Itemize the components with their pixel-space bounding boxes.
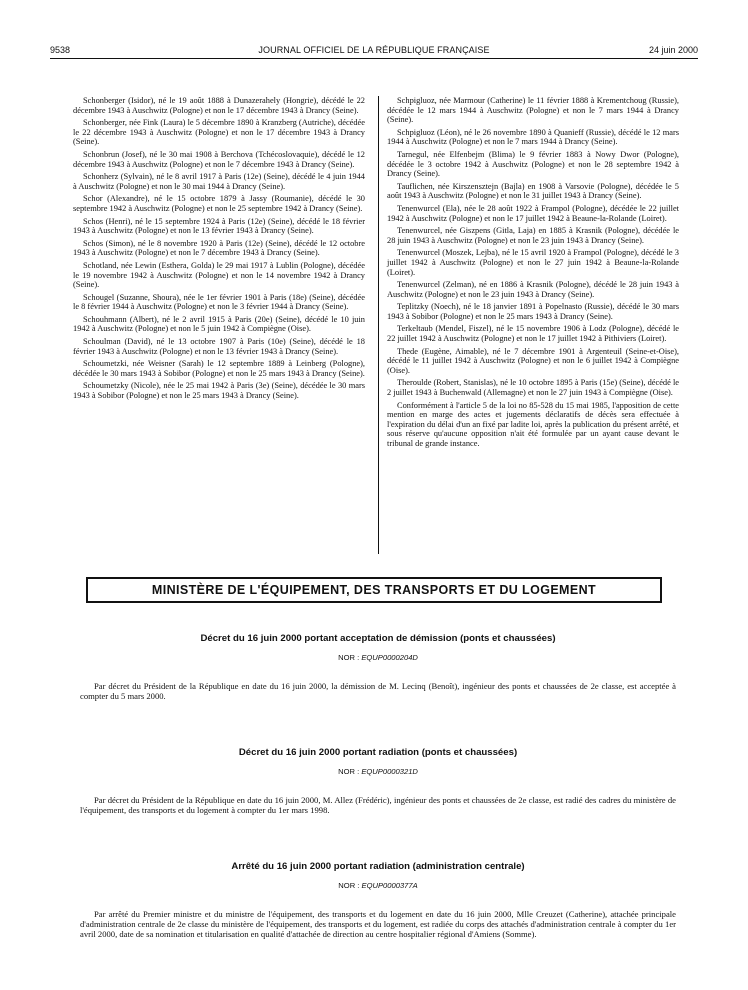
nor-label: NOR : [338,767,360,776]
right-column [387,96,679,452]
death-record-entry: Schoumetzky (Nicole), née le 25 mai 1942 à Paris (3e) (Seine), décédée le 30 mars 1943 à Sobibor (Pologne) et non le 25 mars 1943 à Drancy (Seine). [73,381,365,401]
death-record-entry: Schonbrun (Josef), né le 30 mai 1908 à Berchova (Tchécoslovaquie), décédé le 12 décembre 1943 à Auschwitz (Pologne) et non le 7 décembre 1943 à Drancy (Seine). [73,149,365,169]
death-record-entry: Tenenwurcel (Zelman), né en 1886 à Krasnik (Pologne), décédé le 28 juin 1943 à Auschwitz (Pologne) et non le 23 juin 1943 à Drancy (Seine). [387,280,679,299]
death-record-entry: Schonberger (Isidor), né le 19 août 1888 à Dunazerahely (Hongrie), décédé le 22 décembre 1943 à Auschwitz (Pologne) et non le 17 décembre 1943 à Drancy (Seine). [73,96,365,115]
death-record-entry: Schos (Henri), né le 15 septembre 1924 à Paris (12e) (Seine), décédé le 18 février 1943 à Auschwitz (Pologne) et non le 13 février 1943 à Drancy (Seine). [73,216,365,236]
nor-reference [80,767,676,776]
death-record-entry: Terkeltaub (Mendel, Fiszel), né le 15 novembre 1906 à Lodz (Pologne), décédé le 22 juillet 1942 à Auschwitz (Pologne) et non le 17 juillet 1942 à Pithiviers (Loiret). [387,324,679,344]
decree-section [80,747,676,815]
column-divider [378,96,379,554]
decree-title: Décret du 16 juin 2000 portant radiation (ponts et chaussées) [238,747,518,758]
death-record-entry: Schpigluoz, née Marmour (Catherine) le 11 février 1888 à Krementchoug (Russie), décédée le 12 mars 1944 à Auschwitz (Pologne) et non le 7 mars 1944 à Drancy (Seine). [387,96,679,125]
death-record-entry: Teplitzky (Noech), né le 18 janvier 1891 à Popelnasto (Russie), décédé le 30 mars 1943 à Sobibor (Pologne) et non le 25 mars 1943 à Drancy (Seine). [387,302,679,321]
journal-title: JOURNAL OFFICIEL DE LA RÉPUBLIQUE FRANÇAISE [258,45,490,55]
decree-body: Par arrêté du Premier ministre et du ministre de l'équipement, des transports et du logement en date du 16 juin 2000, Mlle Creuzet (Catherine), attachée principale d'administration centrale de 2e classe du ministère de l'équipement, des transports et du logement, est radiée du corps des attachés d'administration centrale à compter du 1er avril 2000, date de sa nomination et titularisation en qualité d'attachée de direction au centre hospitalier régional d'Amiens (Somme). [80,909,676,939]
death-record-entry: Schor (Alexandre), né le 15 octobre 1879 à Jassy (Roumanie), décédé le 30 septembre 1942 à Auschwitz (Pologne) et non le 25 septembre 1942 à Drancy (Seine). [73,194,365,213]
decree-body: Par décret du Président de la République en date du 16 juin 2000, la démission de M. Lecinq (Benoît), ingénieur des ponts et chaussées de 2e classe, est acceptée à compter du 5 mars 2000. [80,681,676,701]
death-record-entry: Schonberger, née Fink (Laura) le 5 décembre 1890 à Kranzberg (Autriche), décédée le 22 décembre 1943 à Auschwitz (Pologne) et non le 17 décembre 1943 à Drancy (Seine). [73,118,365,147]
death-record-entry: Schougel (Suzanne, Shoura), née le 1er février 1901 à Paris (18e) (Seine), décédée le 8 février 1944 à Auschwitz (Pologne) et non le 3 février 1944 à Drancy (Seine). [73,292,365,312]
nor-code: EQUP0000321D [361,767,418,776]
decree-body: Par décret du Président de la République en date du 16 juin 2000, M. Allez (Frédéric), ingénieur des ponts et chaussées de 2e classe, est radié des cadres du ministère de l'équipement, des transports et du logement à compter du 1er mars 1998. [80,795,676,815]
death-record-entry: Tarnegul, née Elfenbejm (Blima) le 9 février 1883 à Nowy Dwor (Pologne), décédée le 3 octobre 1942 à Auschwitz (Pologne) et non le 28 septembre 1942 à Drancy (Seine). [387,149,679,179]
death-record-entry: Thede (Eugène, Aimable), né le 7 décembre 1901 à Argenteuil (Seine-et-Oise), décédé le 11 juillet 1942 à Auschwitz (Pologne) et non le 6 juillet 1942 à Compiègne (Oise). [387,346,679,375]
nor-code: EQUP0000377A [361,881,418,890]
decree-title: Décret du 16 juin 2000 portant acceptation de démission (ponts et chaussées) [200,633,556,644]
header-rule [50,58,698,59]
death-record-entry: Tenenwurcel (Ela), née le 28 août 1922 à Frampol (Pologne), décédée le 22 juillet 1942 à Auschwitz (Pologne) et non le 17 juillet 1942 à Beaune-la-Rolande (Loiret). [387,203,679,223]
issue-date: 24 juin 2000 [648,45,698,55]
nor-reference [80,653,676,662]
death-record-entry: Tauflichen, née Kirszensztejn (Bajla) en 1908 à Varsovie (Pologne), décédée le 5 août 1943 à Auschwitz (Pologne) et non le 31 juillet 1943 à Drancy (Seine). [387,181,679,201]
death-record-entry: Tenenwurcel (Moszek, Lejba), né le 15 avril 1920 à Frampol (Pologne), décédé le 3 juillet 1942 à Auschwitz (Pologne) et non le 27 juin 1942 à Beaune-la-Rolande (Loiret). [387,248,679,277]
death-record-entry: Schonherz (Sylvain), né le 8 avril 1917 à Paris (12e) (Seine), décédé le 4 juin 1944 à Auschwitz (Pologne) et non le 30 mai 1944 à Drancy (Seine). [73,172,365,191]
decree-title: Arrêté du 16 juin 2000 portant radiation (administration centrale) [231,861,525,872]
nor-code: EQUP0000204D [361,653,418,662]
ministry-heading: MINISTÈRE DE L'ÉQUIPEMENT, DES TRANSPORTS ET DU LOGEMENT [86,577,662,603]
page-number: 9538 [50,45,71,55]
legal-notice-paragraph: Conformément à l'article 5 de la loi no 85-528 du 15 mai 1985, l'apposition de cette mention en marge des actes et jugements déclaratifs de décès sera effectuée à l'expiration du délai d'un an fixé par ladite loi, après la publication du présent arrêté, et sous réserve qu'aucune opposition n'ait été formulée par un ayant cause devant le tribunal de grande instance. [387,400,679,448]
death-record-entry: Schoumetzki, née Weisner (Sarah) le 12 septembre 1889 à Leinberg (Pologne), décédée le 30 mars 1943 à Sobibor (Pologne) et non le 25 mars 1943 à Drancy (Seine). [73,359,365,378]
death-record-entry: Schpigluoz (Léon), né le 26 novembre 1890 à Quanieff (Russie), décédé le 12 mars 1944 à Auschwitz (Pologne) et non le 7 mars 1944 à Drancy (Seine). [387,127,679,147]
nor-label: NOR : [338,653,360,662]
death-record-entry: Tenenwurcel, née Giszpens (Gitla, Laja) en 1885 à Krasnik (Pologne), décédée le 28 juin 1943 à Auschwitz (Pologne) et non le 23 juin 1943 à Drancy (Seine). [387,226,679,245]
nor-label: NOR : [338,881,360,890]
death-record-entry: Schouhmann (Albert), né le 2 avril 1915 à Paris (20e) (Seine), décédé le 10 juin 1942 à Auschwitz (Pologne) et non le 5 juin 1942 à Compiègne (Oise). [73,314,365,334]
nor-reference [80,881,676,890]
decree-section [80,633,676,701]
death-record-entry: Schotland, née Lewin (Esthera, Golda) le 29 mai 1917 à Lublin (Pologne), décédée le 19 novembre 1942 à Auschwitz (Pologne) et non le 14 novembre 1942 à Drancy (Seine). [73,260,365,290]
decree-section [80,861,676,939]
death-record-entry: Schoulman (David), né le 13 octobre 1907 à Paris (10e) (Seine), décédé le 18 février 1943 à Auschwitz (Pologne) et non le 13 février 1943 à Drancy (Seine). [73,337,365,356]
death-record-entry: Theroulde (Robert, Stanislas), né le 10 octobre 1895 à Paris (15e) (Seine), décédé le 2 juillet 1943 à Buchenwald (Allemagne) et non le 27 juin 1943 à Compiègne (Oise). [387,378,679,398]
death-record-entry: Schos (Simon), né le 8 novembre 1920 à Paris (12e) (Seine), décédé le 12 octobre 1943 à Auschwitz (Pologne) et non le 7 décembre 1943 à Drancy (Seine). [73,238,365,258]
left-column [73,96,365,404]
